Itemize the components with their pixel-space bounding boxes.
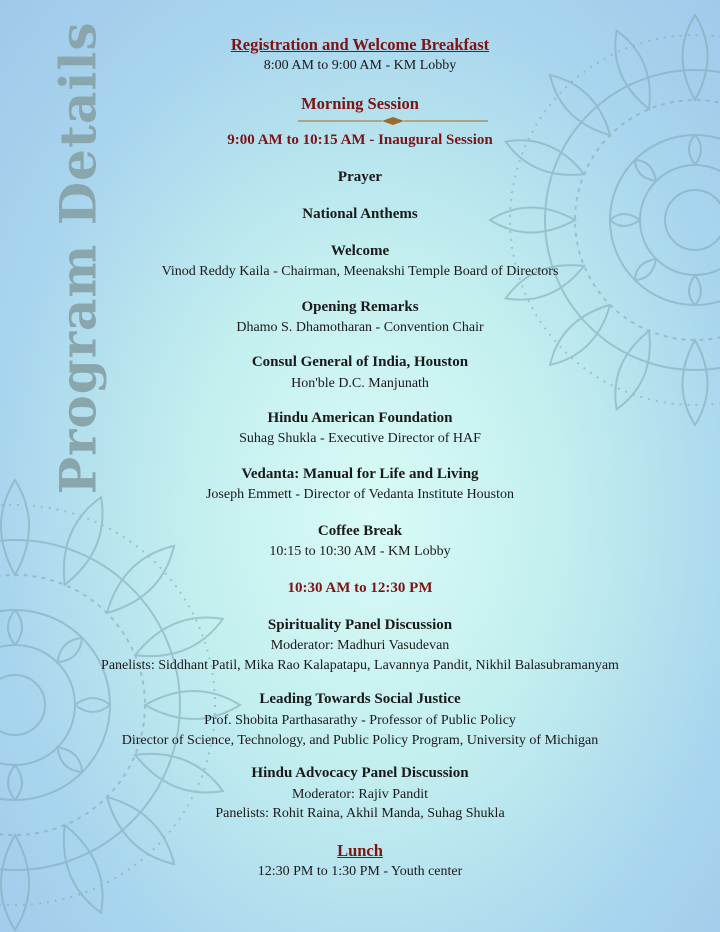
item-detail: Prof. Shobita Parthasarathy - Professor of Public Policy [204,713,516,728]
item-detail: Dhamo S. Dhamotharan - Convention Chair [236,320,484,335]
item-title: Hindu American Foundation [267,410,453,426]
lunch-title: Lunch [337,841,383,860]
item-detail: Hon'ble D.C. Manjunath [291,376,429,391]
morning-session-title: Morning Session [301,94,419,113]
ornament-divider [298,117,488,125]
page-title: Program Details [48,21,108,495]
registration-detail: 8:00 AM to 9:00 AM - KM Lobby [263,58,457,73]
item-title: Spirituality Panel Discussion [267,617,453,633]
item-title: Leading Towards Social Justice [259,691,461,707]
item-title: Prayer [337,169,383,185]
item-title: Consul General of India, Houston [251,354,469,370]
midday-session-time: 10:30 AM to 12:30 PM [287,580,433,596]
item-detail: 10:15 to 10:30 AM - KM Lobby [269,544,451,559]
inaugural-session-time: 9:00 AM to 10:15 AM - Inaugural Session [227,132,493,148]
item-detail: Joseph Emmett - Director of Vedanta Institute Houston [205,487,515,502]
item-title: Opening Remarks [301,299,419,315]
item-title: Coffee Break [317,523,403,539]
item-title: Welcome [330,243,390,259]
item-detail: Vinod Reddy Kaila - Chairman, Meenakshi Temple Board of Directors [161,264,559,279]
item-detail: Panelists: Rohit Raina, Akhil Manda, Suhag Shukla [215,806,505,821]
item-title: Hindu Advocacy Panel Discussion [251,765,469,781]
item-detail: Suhag Shukla - Executive Director of HAF [239,431,481,446]
item-detail: Director of Science, Technology, and Public Policy Program, University of Michigan [121,733,599,748]
item-detail: Moderator: Madhuri Vasudevan [270,638,450,653]
item-title: Vedanta: Manual for Life and Living [241,466,479,482]
item-detail: Panelists: Siddhant Patil, Mika Rao Kalapatapu, Lavannya Pandit, Nikhil Balasubramanyam [101,658,619,673]
item-title: National Anthems [302,206,418,222]
registration-title: Registration and Welcome Breakfast [230,35,490,54]
item-detail: Moderator: Rajiv Pandit [291,787,429,802]
lunch-detail: 12:30 PM to 1:30 PM - Youth center [257,864,463,879]
